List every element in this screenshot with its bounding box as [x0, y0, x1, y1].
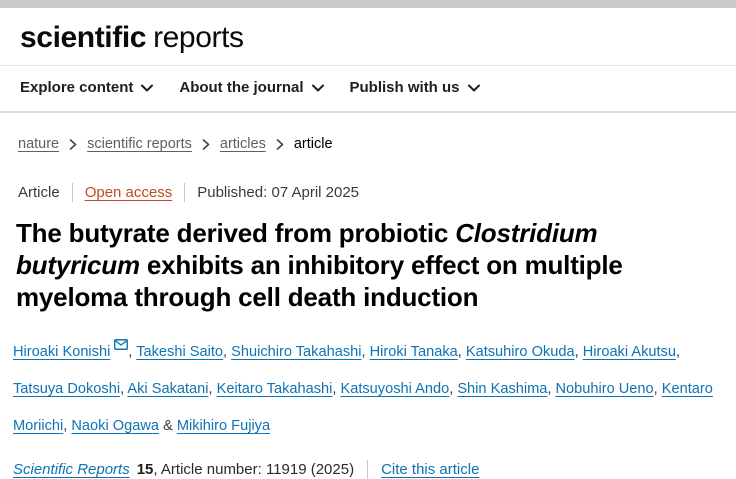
chevron-right-icon	[69, 139, 77, 150]
author-separator: ,	[361, 344, 370, 360]
meta-divider	[72, 183, 73, 202]
author-link[interactable]: Hiroaki Akutsu	[582, 344, 676, 360]
author-link[interactable]: Takeshi Saito	[136, 344, 224, 360]
author-link[interactable]: Keitaro Takahashi	[216, 381, 333, 397]
open-access-link[interactable]: Open access	[84, 184, 173, 201]
title-text: The butyrate derived from probiotic	[16, 218, 456, 248]
nav-item-label: Publish with us	[349, 79, 460, 96]
author-link[interactable]: Naoki Ogawa	[71, 418, 159, 434]
author-link[interactable]: Katsuyoshi Ando	[340, 381, 450, 397]
author-separator: ,	[332, 381, 341, 397]
author-separator: ,	[208, 381, 217, 397]
author-link[interactable]: Hiroaki Konishi	[13, 344, 111, 360]
author-ampersand-separator: &	[159, 418, 177, 434]
nav-explore-content[interactable]	[20, 79, 153, 96]
breadcrumb-current: article	[293, 136, 333, 152]
chevron-down-icon	[141, 84, 153, 92]
journal-logo[interactable]	[20, 21, 716, 55]
author-separator: ,	[223, 344, 232, 360]
nav-about-the-journal[interactable]	[179, 79, 323, 96]
chevron-down-icon	[312, 84, 324, 92]
author-link[interactable]: Tatsuya Dokoshi	[13, 381, 121, 397]
author-separator: ,	[449, 381, 458, 397]
author-separator: ,	[128, 344, 137, 360]
article-header-region	[0, 183, 736, 479]
journal-link[interactable]: Scientific Reports	[13, 461, 130, 478]
author-link[interactable]: Shuichiro Takahashi	[231, 344, 362, 360]
logo-regular-text: reports	[153, 21, 244, 54]
nav-item-label: Explore content	[20, 79, 134, 96]
author-separator: ,	[547, 381, 556, 397]
author-link[interactable]: Aki Sakatani	[127, 381, 209, 397]
author-link[interactable]: Nobuhiro Ueno	[555, 381, 654, 397]
author-separator: ,	[574, 344, 583, 360]
article-meta-row	[18, 183, 716, 202]
author-separator: ,	[120, 381, 128, 397]
breadcrumb	[0, 113, 736, 152]
breadcrumb-link-scientific-reports[interactable]: scientific reports	[87, 136, 192, 152]
chevron-down-icon	[468, 84, 480, 92]
email-icon[interactable]	[114, 339, 128, 350]
author-list	[13, 334, 716, 445]
meta-divider	[184, 183, 185, 202]
chevron-right-icon	[202, 139, 210, 150]
author-link[interactable]: Katsuhiro Okuda	[465, 344, 575, 360]
article-type-label: Article	[18, 184, 60, 201]
nav-publish-with-us[interactable]	[350, 79, 480, 96]
cite-this-article-link[interactable]: Cite this article	[381, 461, 480, 478]
title-text: exhibits an inhibitory effect on multiple myeloma through cell death induction	[16, 250, 623, 312]
author-separator: ,	[675, 344, 681, 360]
logo-bold-text: scientific	[20, 21, 147, 54]
author-link[interactable]: Mikihiro Fujiya	[176, 418, 271, 434]
breadcrumb-link-articles[interactable]: articles	[219, 136, 266, 152]
author-separator: ,	[63, 418, 72, 434]
author-link[interactable]: Hiroki Tanaka	[369, 344, 458, 360]
site-header	[0, 8, 736, 66]
article-number-label: , Article number: 11919 (2025)	[153, 461, 355, 478]
author-separator: ,	[457, 344, 466, 360]
nav-item-label: About the journal	[179, 79, 304, 96]
article-title	[16, 217, 671, 313]
author-link[interactable]: Shin Kashima	[457, 381, 548, 397]
main-nav	[0, 66, 736, 113]
browser-top-strip	[0, 0, 736, 8]
published-date-label: Published: 07 April 2025	[197, 184, 360, 201]
author-separator: ,	[653, 381, 662, 397]
author-link[interactable]: Kentaro Moriichi	[13, 381, 713, 434]
chevron-right-icon	[276, 139, 284, 150]
journal-volume: 15	[136, 461, 154, 478]
breadcrumb-link-nature[interactable]: nature	[18, 136, 60, 152]
title-species-italic: Clostridium butyricum	[16, 218, 598, 280]
